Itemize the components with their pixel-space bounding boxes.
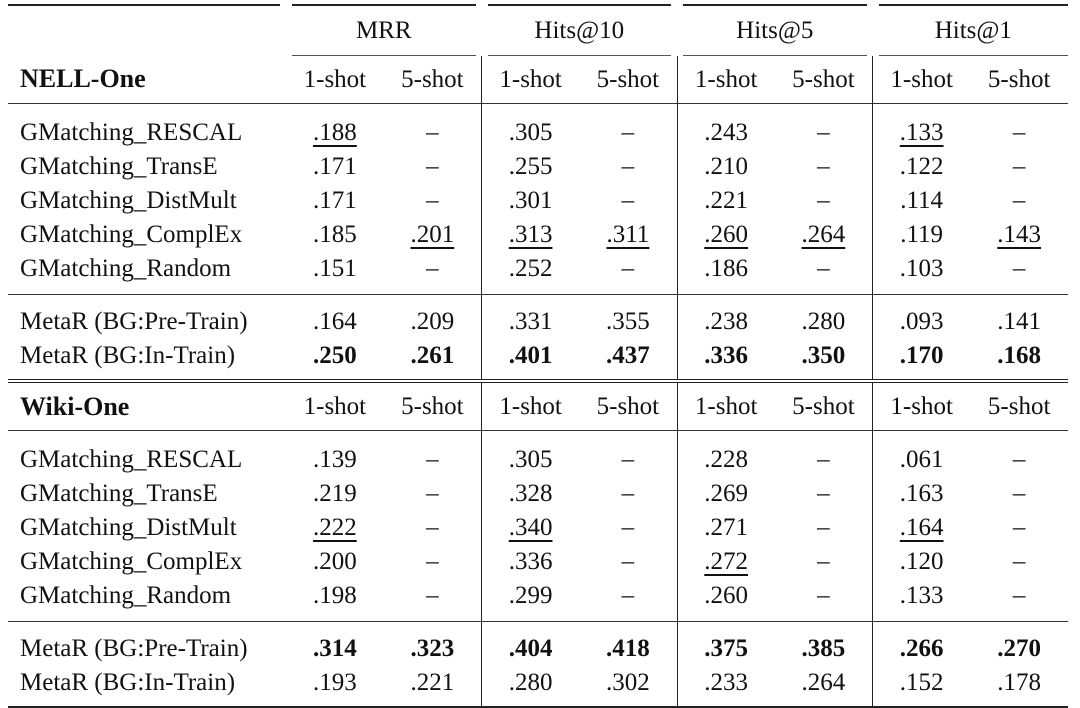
score-cell [775,666,873,707]
score-cell [970,218,1068,252]
method-name: GMatching_Random [20,255,232,282]
score-value: .272 [704,548,749,575]
score-value: .210 [704,153,749,180]
score-value: .164 [313,308,357,335]
score-value: – [426,153,439,180]
score-value: .152 [899,669,944,696]
score-value: – [817,187,830,214]
method-name: GMatching_ComplEx [20,221,243,248]
score-cell [286,431,384,478]
shot-label: 1-shot [286,381,384,431]
score-cell [873,252,971,295]
score-value: – [817,582,830,609]
score-cell [579,431,677,478]
shot-label: 1-shot [873,56,971,104]
score-cell [873,218,971,252]
score-cell [677,295,775,340]
method-name: GMatching_DistMult [20,514,237,541]
score-cell [970,150,1068,184]
score-value: .280 [801,308,846,335]
score-cell [482,295,580,340]
score-value: .186 [704,255,749,282]
table-row [8,295,1068,340]
corner-cell [8,5,286,56]
score-value: .270 [997,635,1042,662]
score-cell [873,150,971,184]
score-value: .250 [313,342,357,369]
score-value: .385 [801,635,846,662]
shot-label: 5-shot [987,65,1051,93]
score-cell [384,218,482,252]
score-value: .143 [997,221,1042,248]
score-value: – [817,548,830,575]
score-value: – [817,153,830,180]
section-header-row [8,56,1068,104]
shot-label: 1-shot [482,56,580,104]
method-name: MetaR (BG:In-Train) [20,342,236,369]
score-value: – [1012,582,1026,609]
score-value: .340 [508,514,553,541]
score-cell [579,104,677,151]
score-cell [579,579,677,622]
table-row [8,252,1068,295]
score-cell [482,545,580,579]
score-value: .260 [704,221,749,248]
score-cell [579,622,677,667]
score-cell [384,666,482,707]
score-cell [677,666,775,707]
score-value: .221 [410,669,455,696]
score-cell [579,150,677,184]
score-cell [775,477,873,511]
score-cell [677,579,775,622]
table-row [8,150,1068,184]
score-cell [384,252,482,295]
score-cell [286,622,384,667]
table-row [8,339,1068,381]
score-value: – [621,582,635,609]
shot-label: 5-shot [775,381,873,431]
score-value: – [621,187,635,214]
score-cell [970,622,1068,667]
score-cell [482,622,580,667]
method-name: GMatching_DistMult [20,187,237,214]
method-name: GMatching_RESCAL [8,104,286,151]
table-row [8,511,1068,545]
score-cell [286,184,384,218]
score-cell [873,431,971,478]
score-cell [579,545,677,579]
score-value: .141 [997,308,1042,335]
score-value: .311 [606,221,650,248]
score-value: .313 [508,221,553,248]
score-value: .264 [801,221,846,248]
score-value: .178 [997,669,1042,696]
score-value: .122 [899,153,944,180]
shot-label: 5-shot [401,65,464,93]
score-value: .171 [313,187,357,214]
score-value: .266 [899,635,944,662]
score-value: .280 [508,669,553,696]
score-cell [579,666,677,707]
score-cell [677,252,775,295]
score-cell [873,184,971,218]
metric-header-row [8,5,1068,56]
score-value: .255 [508,153,553,180]
shot-label: 5-shot [579,381,677,431]
score-cell [482,252,580,295]
score-value: .164 [899,514,944,541]
score-value: .336 [704,342,749,369]
method-name: GMatching_Random [20,582,232,609]
score-cell [775,622,873,667]
score-cell [286,252,384,295]
score-cell [384,431,482,478]
shot-label: 1-shot [677,381,775,431]
table-row [8,622,1068,667]
shot-label: 1-shot [482,381,580,431]
score-value: – [1012,153,1026,180]
score-value: .350 [801,342,846,369]
metric-header: MRR [286,5,482,56]
score-value: – [426,119,439,146]
score-cell [775,104,873,151]
score-cell [579,252,677,295]
table-row [8,184,1068,218]
score-value: – [426,480,439,507]
method-name: GMatching_TransE [20,153,218,180]
score-value: – [817,514,830,541]
score-cell [384,545,482,579]
shot-label: 5-shot [384,381,482,431]
score-cell [873,666,971,707]
score-value: – [621,153,635,180]
score-value: .314 [313,635,357,662]
score-cell [970,295,1068,340]
score-cell [775,511,873,545]
score-cell [775,579,873,622]
score-value: .103 [899,255,944,282]
score-value: .198 [313,582,357,609]
score-cell [873,339,971,381]
score-value: .437 [606,342,650,369]
table-row [8,477,1068,511]
score-value: – [1012,480,1026,507]
score-value: – [1012,548,1026,575]
score-cell [873,477,971,511]
score-cell [286,511,384,545]
score-value: – [426,548,439,575]
score-value: – [817,119,830,146]
score-cell [775,545,873,579]
score-cell [970,545,1068,579]
score-value: .139 [313,446,357,473]
table-row [8,104,1068,151]
score-value: – [1012,514,1026,541]
score-cell [286,579,384,622]
score-value: .222 [313,514,357,541]
score-cell [482,477,580,511]
score-cell [482,431,580,478]
score-value: .323 [410,635,455,662]
score-cell [873,511,971,545]
score-cell [286,477,384,511]
score-cell [482,666,580,707]
score-cell [579,511,677,545]
score-cell [677,104,775,151]
score-value: .355 [606,308,650,335]
score-value: .271 [704,514,749,541]
score-value: .328 [508,480,553,507]
score-value: .114 [900,187,944,214]
score-cell [579,184,677,218]
metric-header: Hits@1 [873,5,1069,56]
score-cell [579,477,677,511]
score-value: .243 [704,119,749,146]
score-value: – [817,255,830,282]
score-value: – [426,446,439,473]
score-cell [677,545,775,579]
score-value: .261 [410,342,455,369]
score-cell [970,104,1068,151]
score-value: .209 [410,308,455,335]
score-cell [873,579,971,622]
score-cell [677,218,775,252]
score-value: .219 [313,480,357,507]
table-row [8,666,1068,707]
score-value: .061 [899,446,944,473]
score-cell [482,339,580,381]
table-row [8,431,1068,478]
score-value: .093 [899,308,944,335]
score-value: – [621,446,635,473]
score-value: .133 [899,119,944,146]
score-value: .171 [313,153,357,180]
score-cell [384,622,482,667]
score-cell [384,477,482,511]
score-cell [677,511,775,545]
score-value: .133 [899,582,944,609]
score-value: .375 [704,635,749,662]
score-cell [677,477,775,511]
score-cell [775,295,873,340]
score-cell [970,339,1068,381]
score-cell [873,545,971,579]
score-cell [286,295,384,340]
score-value: – [817,446,830,473]
score-value: .221 [704,187,749,214]
score-cell [970,477,1068,511]
table-row [8,579,1068,622]
score-cell [970,666,1068,707]
score-cell [775,431,873,478]
score-value: .168 [997,342,1042,369]
score-value: – [426,514,439,541]
table-row [8,545,1068,579]
score-cell [384,295,482,340]
shot-label: 5-shot [970,381,1068,431]
score-value: .228 [704,446,749,473]
shot-label: 1-shot [303,65,367,93]
score-value: .151 [313,255,357,282]
score-value: .120 [899,548,944,575]
score-cell [775,218,873,252]
results-table [8,4,1068,708]
score-cell [677,184,775,218]
score-value: .269 [704,480,749,507]
score-cell [482,104,580,151]
score-value: .252 [508,255,553,282]
score-cell [677,622,775,667]
score-cell [482,511,580,545]
table-row [8,218,1068,252]
score-cell [970,431,1068,478]
score-cell [286,339,384,381]
shot-label: 1-shot [873,381,971,431]
method-name: GMatching_ComplEx [20,548,243,575]
score-cell [775,252,873,295]
score-cell [970,511,1068,545]
score-value: .201 [410,221,455,248]
score-cell [482,150,580,184]
score-value: – [621,255,635,282]
score-cell [970,579,1068,622]
score-value: .238 [704,308,749,335]
score-value: .418 [606,635,650,662]
score-value: – [621,548,635,575]
score-value: .404 [508,635,553,662]
score-cell [970,184,1068,218]
score-cell [482,184,580,218]
section-title: Wiki-One [8,381,286,431]
score-value: – [621,480,635,507]
metric-header: Hits@10 [482,5,678,56]
score-value: – [817,480,830,507]
score-cell [873,622,971,667]
score-value: .185 [313,221,357,248]
score-cell [384,339,482,381]
score-value: .264 [801,669,846,696]
score-cell [384,579,482,622]
score-value: .200 [313,548,357,575]
score-cell [286,218,384,252]
score-value: .301 [508,187,553,214]
method-name: MetaR (BG:In-Train) [8,666,286,707]
score-cell [970,252,1068,295]
score-cell [384,184,482,218]
score-cell [286,104,384,151]
score-value: .188 [313,119,357,146]
shot-label: 5-shot [596,65,660,93]
score-cell [482,579,580,622]
metric-header: Hits@5 [677,5,873,56]
score-cell [677,431,775,478]
score-cell [286,666,384,707]
score-value: .401 [508,342,553,369]
method-name: GMatching_RESCAL [8,431,286,478]
score-value: .260 [704,582,749,609]
score-cell [677,339,775,381]
method-name: MetaR (BG:Pre-Train) [8,295,286,340]
score-value: – [426,187,439,214]
shot-label: 5-shot [792,65,855,93]
score-value: .305 [508,119,553,146]
score-cell [579,218,677,252]
score-cell [677,150,775,184]
score-cell [286,545,384,579]
score-value: .331 [508,308,553,335]
score-value: – [1012,446,1026,473]
score-cell [482,218,580,252]
score-value: – [1012,119,1026,146]
score-value: .336 [508,548,553,575]
score-cell [384,150,482,184]
score-cell [579,295,677,340]
method-name: GMatching_TransE [20,480,218,507]
score-cell [873,104,971,151]
score-value: .163 [899,480,944,507]
score-cell [775,339,873,381]
score-value: – [621,119,635,146]
score-cell [384,511,482,545]
score-value: – [1012,187,1026,214]
score-value: – [1012,255,1026,282]
score-cell [384,104,482,151]
score-value: – [426,582,439,609]
score-value: .233 [704,669,749,696]
score-value: .299 [508,582,553,609]
score-value: .170 [899,342,944,369]
method-name: MetaR (BG:Pre-Train) [8,622,286,667]
score-value: .193 [313,669,357,696]
section-title: NELL-One [20,64,146,94]
score-value: .302 [606,669,650,696]
score-cell [579,339,677,381]
shot-label: 1-shot [677,56,775,104]
score-cell [775,150,873,184]
score-cell [286,150,384,184]
section-header-row [8,381,1068,431]
score-value: .305 [508,446,553,473]
score-cell [873,295,971,340]
score-value: .119 [900,221,944,248]
score-value: – [426,255,439,282]
score-cell [775,184,873,218]
score-value: – [621,514,635,541]
